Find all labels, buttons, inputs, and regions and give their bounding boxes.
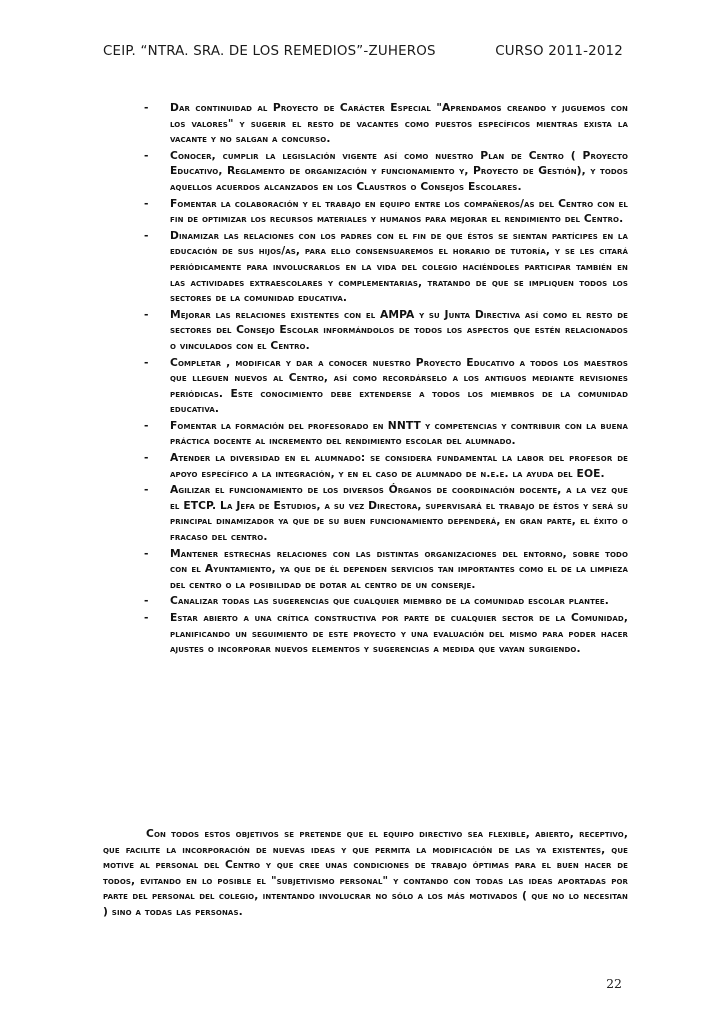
- bullet-dash: -: [144, 101, 149, 114]
- bullet-dash: -: [144, 148, 149, 162]
- list-item: [122, 307, 628, 354]
- list-item: [122, 482, 628, 544]
- list-item-text: Completar , modificar y dar a conocer nuestro Proyecto Educativo a todos los maestros que lleguen nuevos al Centro, así como recordárselo a los antiguos mediante revisiones periódicas. Este conocimiento debe extenderse a todos los miembros de la comunidad educativa.: [170, 355, 628, 416]
- list-item-text: Estar abierto a una crítica constructiva por parte de cualquier sector de la Comunidad, planificando un seguimiento de este proyecto y una evaluación del mismo para poder hacer ajustes o incorporar nuevos elementos y sugerencias a medida que vayan surgiendo.: [170, 611, 628, 656]
- list-item: [122, 610, 628, 657]
- list-item-text: Fomentar la colaboración y el trabajo en equipo entre los compañeros/as del Centro con el fin de optimizar los recursos materiales y humanos para mejorar el rendimiento del Centro.: [170, 196, 628, 226]
- list-item: [122, 546, 628, 593]
- list-item: [122, 593, 628, 609]
- bullet-dash: -: [144, 228, 149, 242]
- list-item: [122, 228, 628, 306]
- closing-paragraph: Con todos estos objetivos se pretende que el equipo directivo sea flexible, abierto, receptivo, que facilite la incorporación de nuevas ideas y que permita la modificación de las ya existentes, que motive al personal del Centro y que cree unas condiciones de trabajo óptimas para el buen hacer de todos, evitando en lo posible el "subjetivismo personal" y contando con todas las ideas aportadas por parte del personal del colegio, intentando involucrar no sólo a los más motivados ( que no lo necesitan ) sino a todas las personas.: [103, 827, 628, 918]
- bullet-dash: -: [144, 546, 149, 560]
- list-item: [122, 100, 628, 147]
- bullet-dash: -: [144, 355, 149, 369]
- list-item: [122, 450, 628, 481]
- page-number: 22: [606, 976, 622, 991]
- list-item-text: Dinamizar las relaciones con los padres con el fin de que éstos se sientan partícipes en la educación de sus hijos/as, para ello consensuaremos el horario de tutoría, y se les citará periódicamente para involucrarlos en la vida del colegio haciéndoles participar también en las actividades extraescolares y complementarias, tratando de que se impliquen todos los sectores de la comunidad educativa.: [170, 228, 628, 305]
- list-item-text: Mantener estrechas relaciones con las distintas organizaciones del entorno, sobre todo con el Ayuntamiento, ya que de él dependen servicios tan importantes como el de la limpieza del centro o la posibilidad de dotar al centro de un conserje.: [170, 546, 628, 591]
- bullet-dash: -: [144, 594, 149, 608]
- list-item-text: Mejorar las relaciones existentes con el AMPA y su Junta Directiva así como el resto de sectores del Consejo Escolar informándolos de todos los aspectos que estén relacionados o vinculados con el Centro.: [170, 307, 628, 352]
- list-item: [122, 196, 628, 227]
- list-item-text: Agilizar el funcionamiento de los diversos Órganos de coordinación docente, a la vez que el ETCP. La Jefa de Estudios, a su vez Directora, supervisará el trabajo de éstos y será su principal dinamizador ya que de su buen funcionamiento dependerá, en gran parte, el éxito o fracaso del centro.: [170, 483, 628, 544]
- list-item-text: Atender la diversidad en el alumnado: se considera fundamental la labor del profesor de apoyo específico a la integración, y en el caso de alumnado de n.e.e. la ayuda del EOE.: [170, 451, 628, 480]
- list-item: [122, 355, 628, 417]
- list-item-text: Conocer, cumplir la legislación vigente así como nuestro Plan de Centro ( Proyecto Educativo, Reglamento de organización y funcionamiento y, Proyecto de Gestión), y todos aquellos acuerdos alcanzados en los Claustros o Consejos Escolares.: [170, 148, 628, 193]
- bullet-dash: -: [144, 307, 149, 321]
- list-item-text: Canalizar todas las sugerencias que cualquier miembro de la comunidad escolar plantee.: [170, 594, 609, 608]
- bullet-dash: -: [144, 418, 149, 432]
- school-name: CEIP. “NTRA. SRA. DE LOS REMEDIOS”-ZUHEROS: [103, 44, 436, 59]
- bullet-dash: -: [144, 451, 149, 465]
- course-year: CURSO 2011-2012: [495, 44, 623, 59]
- list-item: [122, 418, 628, 449]
- list-item-text: Fomentar la formación del profesorado en NNTT y competencias y contribuir con la buena práctica docente al incremento del rendimiento escolar del alumnado.: [170, 418, 628, 448]
- list-item: [122, 148, 628, 195]
- bullet-dash: -: [144, 483, 149, 497]
- bullet-dash: -: [144, 196, 149, 210]
- bullet-dash: -: [144, 611, 149, 624]
- objectives-list: [122, 100, 628, 658]
- list-item-text: Dar continuidad al Proyecto de Carácter Especial "Aprendamos creando y juguemos con los valores" y sugerir el resto de vacantes como puestos específicos mientras exista la vacante y no salgan a concurso.: [170, 101, 628, 146]
